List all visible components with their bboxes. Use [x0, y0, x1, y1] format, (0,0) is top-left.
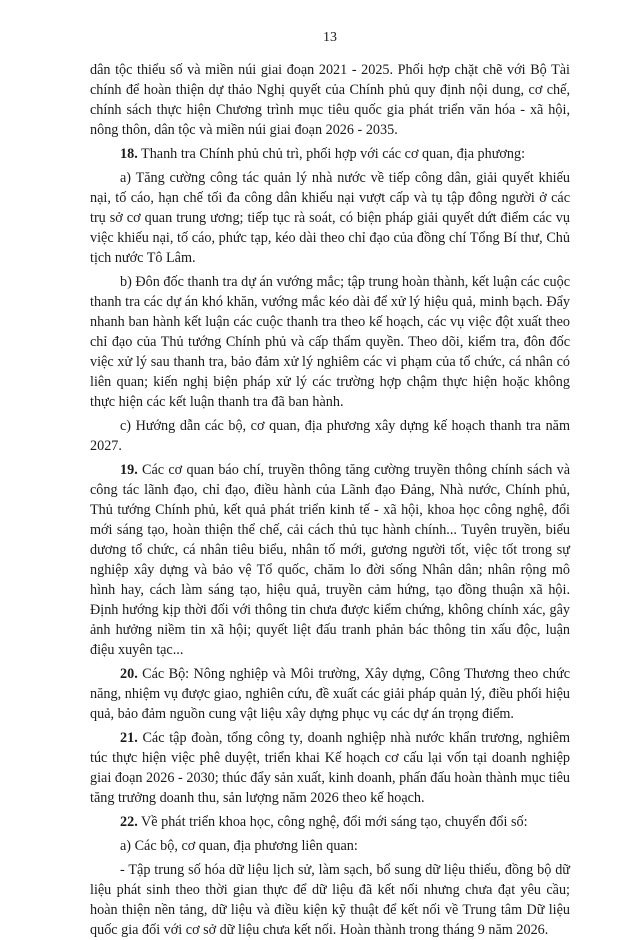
item-number: 22.: [120, 814, 138, 830]
paragraph-text: Các tập đoàn, tổng công ty, doanh nghiệp nhà nước khẩn trương, nghiêm túc thực hiện việc phê duyệt, triển khai Kế hoạch cơ cấu lại vốn tại doanh nghiệp giai đoạn 2026 - 2030; thúc đẩy sản xuất, kinh doanh, phấn đấu hoàn thành mục tiêu tăng trưởng doanh thu, sản lượng năm 2026 theo kế hoạch.: [90, 730, 570, 806]
paragraph-text: Về phát triển khoa học, công nghệ, đổi mới sáng tạo, chuyển đổi số:: [137, 814, 528, 830]
paragraph-item-18: [90, 144, 570, 164]
item-number: 19.: [120, 462, 138, 478]
paragraph-22a-bullet: [90, 860, 570, 940]
page-number: 13: [323, 30, 337, 45]
paragraph-text: b) Đôn đốc thanh tra dự án vướng mắc; tập trung hoàn thành, kết luận các cuộc thanh tra các dự án khó khăn, vướng mắc kéo dài để xử lý hiệu quả, minh bạch. Đẩy nhanh ban hành kết luận các cuộc thanh tra theo kế hoạch, các vụ việc đột xuất theo chỉ đạo của Thủ tướng Chính phủ và cấp thẩm quyền. Theo dõi, kiểm tra, đôn đốc việc xử lý sau thanh tra, bảo đảm xử lý nghiêm các vi phạm của tổ chức, cá nhân có liên quan; kiến nghị biện pháp xử lý các trường hợp chậm thực hiện hoặc không thực hiện các kết luận thanh tra đã ban hành.: [90, 274, 570, 410]
paragraph-text: - Tập trung số hóa dữ liệu lịch sử, làm sạch, bổ sung dữ liệu thiếu, đồng bộ dữ liệu phát sinh theo thời gian thực để dữ liệu đã kết nối nhưng chưa đạt yêu cầu; hoàn thiện nền tảng, dữ liệu và điều kiện kỹ thuật để kết nối về Trung tâm Dữ liệu quốc gia đối với cơ sở dữ liệu chưa kết nối. Hoàn thành trong tháng 9 năm 2026.: [90, 862, 570, 938]
paragraph-18a: [90, 168, 570, 268]
paragraph-item-21: [90, 728, 570, 808]
paragraph-text: a) Tăng cường công tác quản lý nhà nước về tiếp công dân, giải quyết khiếu nại, tố cáo, hạn chế tối đa công dân khiếu nại vượt cấp và tụ tập đông người ở các trụ sở cơ quan trung ương; tiếp tục rà soát, có biện pháp giải quyết dứt điểm các vụ việc khiếu nại, tố cáo, phức tạp, kéo dài theo chỉ đạo của đồng chí Tổng Bí thư, Chủ tịch nước Tô Lâm.: [90, 170, 570, 266]
paragraph-text: Các cơ quan báo chí, truyền thông tăng cường truyền thông chính sách và công tác lãnh đạo, chỉ đạo, điều hành của Lãnh đạo Đảng, Nhà nước, Chính phủ, Thủ tướng Chính phủ, kết quả phát triển kinh tế - xã hội, khoa học công nghệ, đổi mới sáng tạo, hoàn thiện thể chế, cải cách thủ tục hành chính... Tuyên truyền, biểu dương tổ chức, cá nhân tiêu biểu, nhân tố mới, gương người tốt, việc tốt trong sự nghiệp xây dựng và bảo vệ Tổ quốc, chăm lo đời sống Nhân dân; nhân rộng mô hình hay, cách làm sáng tạo, hiệu quả, truyền cảm hứng, tạo đồng thuận xã hội. Định hướng kịp thời đối với thông tin chưa được kiểm chứng, không chính xác, gây ảnh hưởng niềm tin xã hội; quyết liệt đấu tranh phản bác thông tin xấu độc, luận điệu xuyên tạc...: [90, 462, 570, 658]
paragraph-item-20: [90, 664, 570, 724]
paragraph-item-22: [90, 812, 570, 832]
paragraph-22a: [90, 836, 570, 856]
paragraph-18b: [90, 272, 570, 412]
paragraph-text: Thanh tra Chính phủ chủ trì, phối hợp với các cơ quan, địa phương:: [137, 146, 526, 162]
paragraph-item-19: [90, 460, 570, 660]
paragraph-text: Các Bộ: Nông nghiệp và Môi trường, Xây dựng, Công Thương theo chức năng, nhiệm vụ được giao, nghiên cứu, đề xuất các giải pháp quản lý, điều phối hiệu quả, bảo đảm nguồn cung vật liệu xây dựng phục vụ các dự án trọng điểm.: [90, 666, 570, 722]
paragraph-text: dân tộc thiểu số và miền núi giai đoạn 2021 - 2025. Phối hợp chặt chẽ với Bộ Tài chính để hoàn thiện dự thảo Nghị quyết của Chính phủ quy định nội dung, cơ chế, chính sách thực hiện Chương trình mục tiêu quốc gia phát triển văn hóa - xã hội, nông thôn, dân tộc và miền núi giai đoạn 2026 - 2035.: [90, 62, 570, 138]
item-number: 18.: [120, 146, 138, 162]
paragraph-continuation: [90, 60, 570, 140]
paragraph-text: a) Các bộ, cơ quan, địa phương liên quan:: [120, 838, 358, 854]
paragraph-text: c) Hướng dẫn các bộ, cơ quan, địa phương xây dựng kế hoạch thanh tra năm 2027.: [90, 418, 570, 454]
paragraph-18c: [90, 416, 570, 456]
item-number: 20.: [120, 666, 138, 682]
item-number: 21.: [120, 730, 138, 746]
